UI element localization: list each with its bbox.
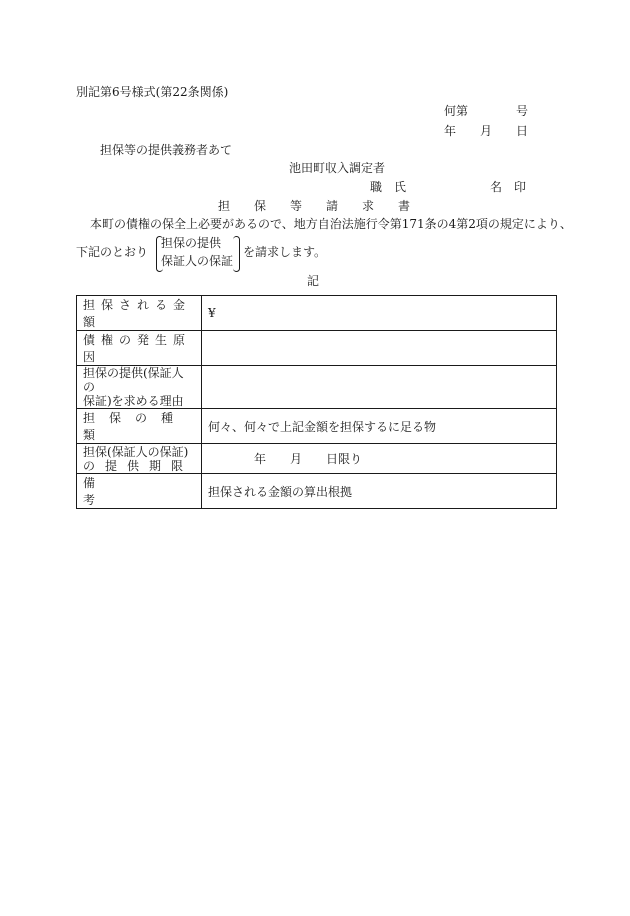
value-remarks: 担保される金額の算出根拠 — [202, 474, 557, 509]
table-label-cell — [77, 366, 202, 409]
table-label-cell — [77, 474, 202, 509]
body-text-line-2-prefix: 下記のとおり — [76, 245, 149, 259]
value-reason — [202, 366, 557, 409]
label-security-type: 担保の種類 — [83, 411, 188, 442]
issuer-position-name-seal: 職 氏 名 印 — [370, 180, 527, 194]
table-row — [77, 474, 557, 509]
table-label-cell — [77, 409, 202, 444]
table-row — [77, 444, 557, 474]
label-reason-line-2: 保証)を求める理由 — [83, 394, 184, 408]
document-number-line: 何第 号 — [444, 104, 529, 118]
issuer-office: 池田町収入調定者 — [289, 161, 386, 175]
right-brace — [233, 236, 240, 272]
date-line: 年 月 日 — [444, 124, 529, 138]
table-label-cell — [77, 296, 202, 331]
value-claim-origin — [202, 331, 557, 366]
addressee: 担保等の提供義務者あて — [100, 143, 233, 157]
table-row — [77, 296, 557, 331]
table-row — [77, 366, 557, 409]
body-text-line-2-suffix: を請求します。 — [243, 245, 327, 259]
table-row — [77, 331, 557, 366]
label-reason-line-1: 担保の提供(保証人の — [83, 366, 184, 394]
value-deadline: 年 月 日限り — [202, 444, 557, 474]
request-details-table — [76, 295, 557, 509]
option-guarantor-guarantee: 保証人の保証 — [161, 254, 234, 268]
table-label-cell — [77, 444, 202, 474]
value-security-type: 何々、何々で上記金額を担保するに足る物 — [202, 409, 557, 444]
option-security-provision: 担保の提供 — [161, 236, 222, 250]
label-amount: 担保される金額 — [83, 298, 192, 329]
table-label-cell — [77, 331, 202, 366]
label-deadline-line-2: の提供期限 — [83, 458, 194, 473]
label-deadline-line-1: 担保(保証人の保証) — [83, 444, 189, 459]
ki-heading: 記 — [307, 274, 320, 288]
label-remarks: 備考 — [83, 476, 170, 507]
document-title: 担 保 等 請 求 書 — [218, 199, 411, 213]
body-text-line-1: 本町の債権の保全上必要があるので、地方自治法施行令第171条の4第2項の規定により、 — [90, 217, 572, 231]
label-claim-origin: 債権の発生原因 — [83, 333, 192, 364]
value-amount: ¥ — [202, 296, 557, 331]
form-reference: 別記第6号様式(第22条関係) — [76, 85, 229, 99]
table-row — [77, 409, 557, 444]
